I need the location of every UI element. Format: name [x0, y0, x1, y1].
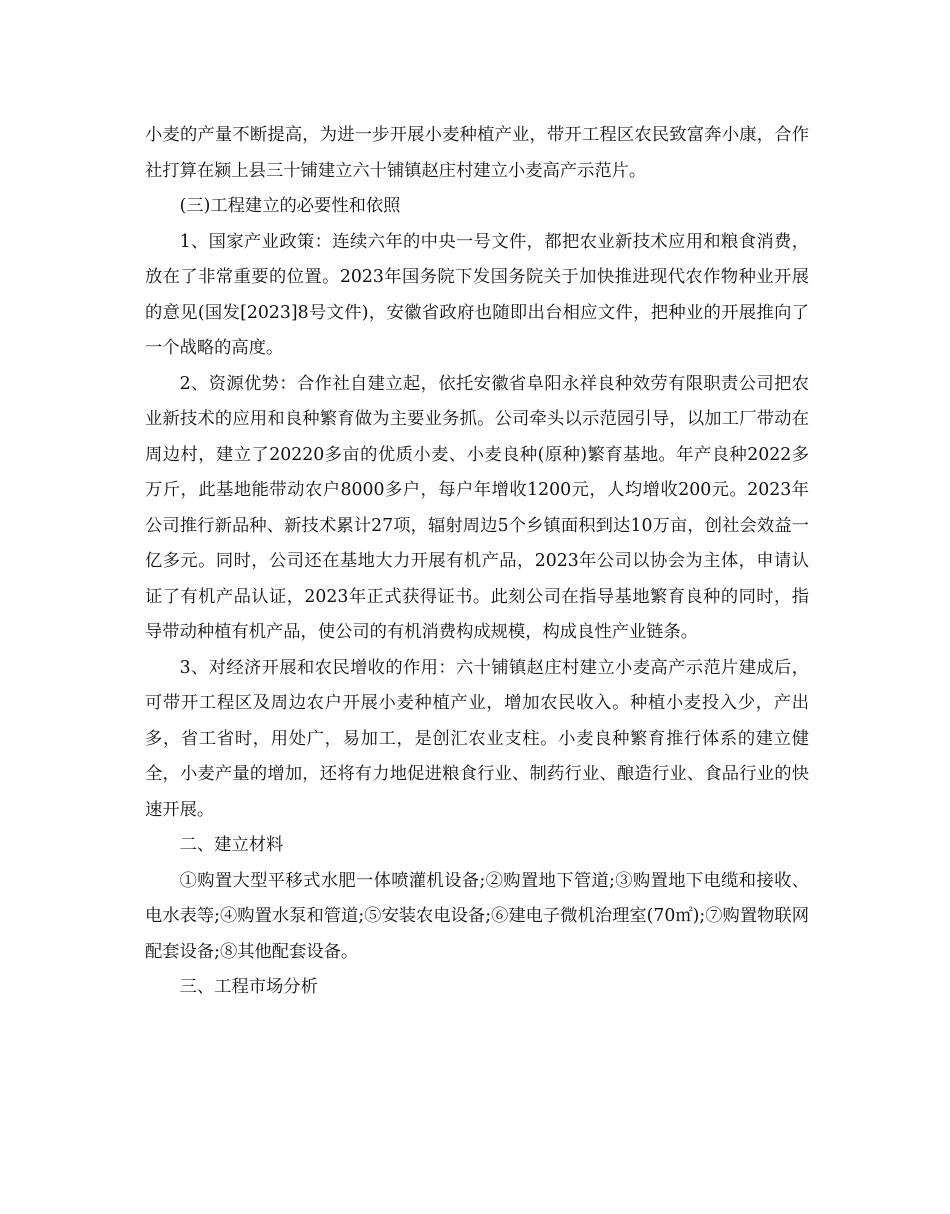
paragraph-economic-effect: 3、对经济开展和农民增收的作用：六十铺镇赵庄村建立小麦高产示范片建成后，可带开工程区及周边农户开展小麦种植产业，增加农民收入。种植小麦投入少，产出多，省工省时，用处广，易加工，是创汇农业支柱。小麦良种繁育推行体系的建立健全，小麦产量的增加，还将有力地促进粮食行业、制药行业、酿造行业、食品行业的快速开展。 [145, 657, 809, 820]
section-heading-materials: 二、建立材料 [179, 835, 284, 855]
paragraph-continuation: 小麦的产量不断提高，为进一步开展小麦种植产业，带开工程区农民致富奔小康，合作社打算在颍上县三十铺建立六十铺镇赵庄村建立小麦高产示范片。 [145, 125, 809, 181]
paragraph-national-policy: 1、国家产业政策：连续六年的中央一号文件，都把农业新技术应用和粮食消费，放在了非常重要的位置。2023年国务院下发国务院关于加快推进现代农作物种业开展的意见(国发[2023]8号文件)，安徽省政府也随即出台相应文件，把种业的开展推向了一个战略的高度。 [145, 231, 809, 358]
paragraph-resource-advantage: 2、资源优势：合作社自建立起，依托安徽省阜阳永祥良种效劳有限职责公司把农业新技术的应用和良种繁育做为主要业务抓。公司牵头以示范园引导，以加工厂带动在周边村，建立了20220多亩的优质小麦、小麦良种(原种)繁育基地。年产良种2022多万斤，此基地能带动农户8000多户，每户年增收1200元，人均增收200元。2023年公司推行新品种、新技术累计27项，辐射周边5个乡镇面积到达10万亩，创社会效益一亿多元。同时，公司还在基地大力开展有机产品，2023年公司以协会为主体，申请认证了有机产品认证，2023年正式获得证书。此刻公司在指导基地繁育良种的同时，指导带动种植有机产品，使公司的有机消费构成规模，构成良性产业链条。 [145, 373, 809, 642]
document-page [145, 118, 809, 1006]
section-heading-market-analysis: 三、工程市场分析 [179, 977, 318, 997]
paragraph-materials-list: ①购置大型平移式水肥一体喷灌机设备;②购置地下管道;③购置地下电缆和接收、电水表等;④购置水泵和管道;⑤安装农电设备;⑥建电子微机治理室(70㎡);⑦购置物联网配套设备;⑧其他配套设备。 [145, 870, 809, 962]
section-heading-necessity: (三)工程建立的必要性和依照 [179, 196, 401, 216]
